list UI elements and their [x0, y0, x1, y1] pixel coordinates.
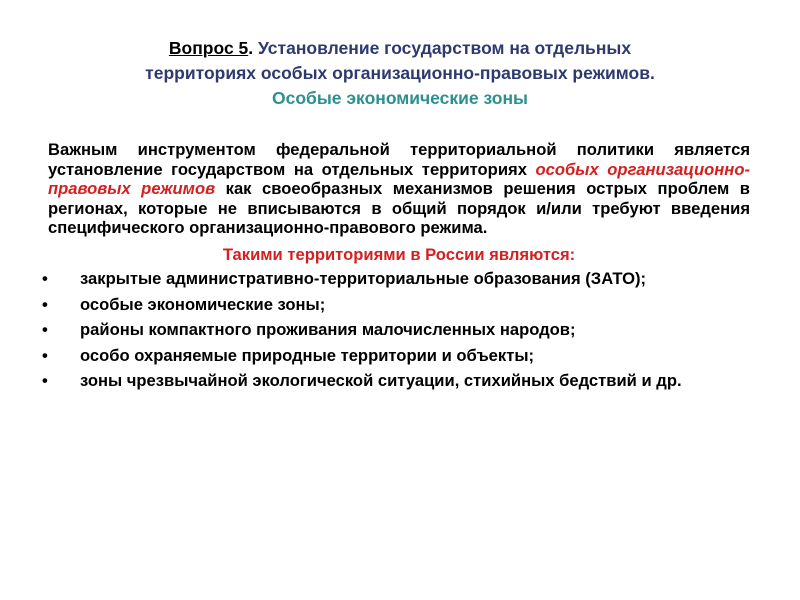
list-item: [42, 269, 750, 289]
title-heading-line1: Установление государством на отдельных: [253, 38, 632, 58]
bullet-icon: •: [42, 371, 48, 390]
list-item-text: особо охраняемые природные территории и объекты;: [80, 345, 535, 365]
list-item: [42, 294, 750, 315]
intro-text-part1: Важным инструментом федеральной территориальной политики является установление государством на отдельных территориях: [48, 140, 750, 179]
title-line-1: [60, 36, 740, 61]
list-item-text: особые экономические зоны;: [80, 294, 326, 314]
list-item: [42, 345, 750, 366]
intro-paragraph: [48, 140, 750, 238]
intro-accent: особых организационно-правовых режимов: [48, 159, 750, 198]
question-label: Вопрос 5: [168, 38, 249, 58]
slide-body: [42, 140, 750, 397]
slide-title: [60, 36, 740, 111]
question-dot: .: [248, 38, 254, 58]
list-item: [42, 371, 750, 391]
list-item-text: зоны чрезвычайной экологической ситуации, стихийных бедствий и др.: [80, 371, 682, 390]
territory-list: [42, 269, 750, 391]
bullet-icon: •: [42, 294, 48, 314]
title-heading-line2: территориях особых организационно-правовых режимов.: [145, 63, 655, 83]
intro-text-part2: как своеобразных механизмов решения острых проблем в регионах, которые не вписываются в общий порядок и/или требуют введения специфического организационно-правового режима.: [48, 179, 750, 237]
bullet-icon: •: [42, 320, 48, 339]
list-heading: Такими территориями в России являются:: [222, 244, 576, 264]
bullet-icon: •: [42, 345, 48, 365]
title-subtitle: Особые экономические зоны: [272, 88, 528, 108]
list-item-text: районы компактного проживания малочисленных народов;: [80, 320, 576, 339]
list-item-text: закрытые административно-территориальные образования (ЗАТО);: [80, 269, 647, 288]
bullet-icon: •: [42, 269, 48, 288]
list-item: [42, 320, 750, 340]
